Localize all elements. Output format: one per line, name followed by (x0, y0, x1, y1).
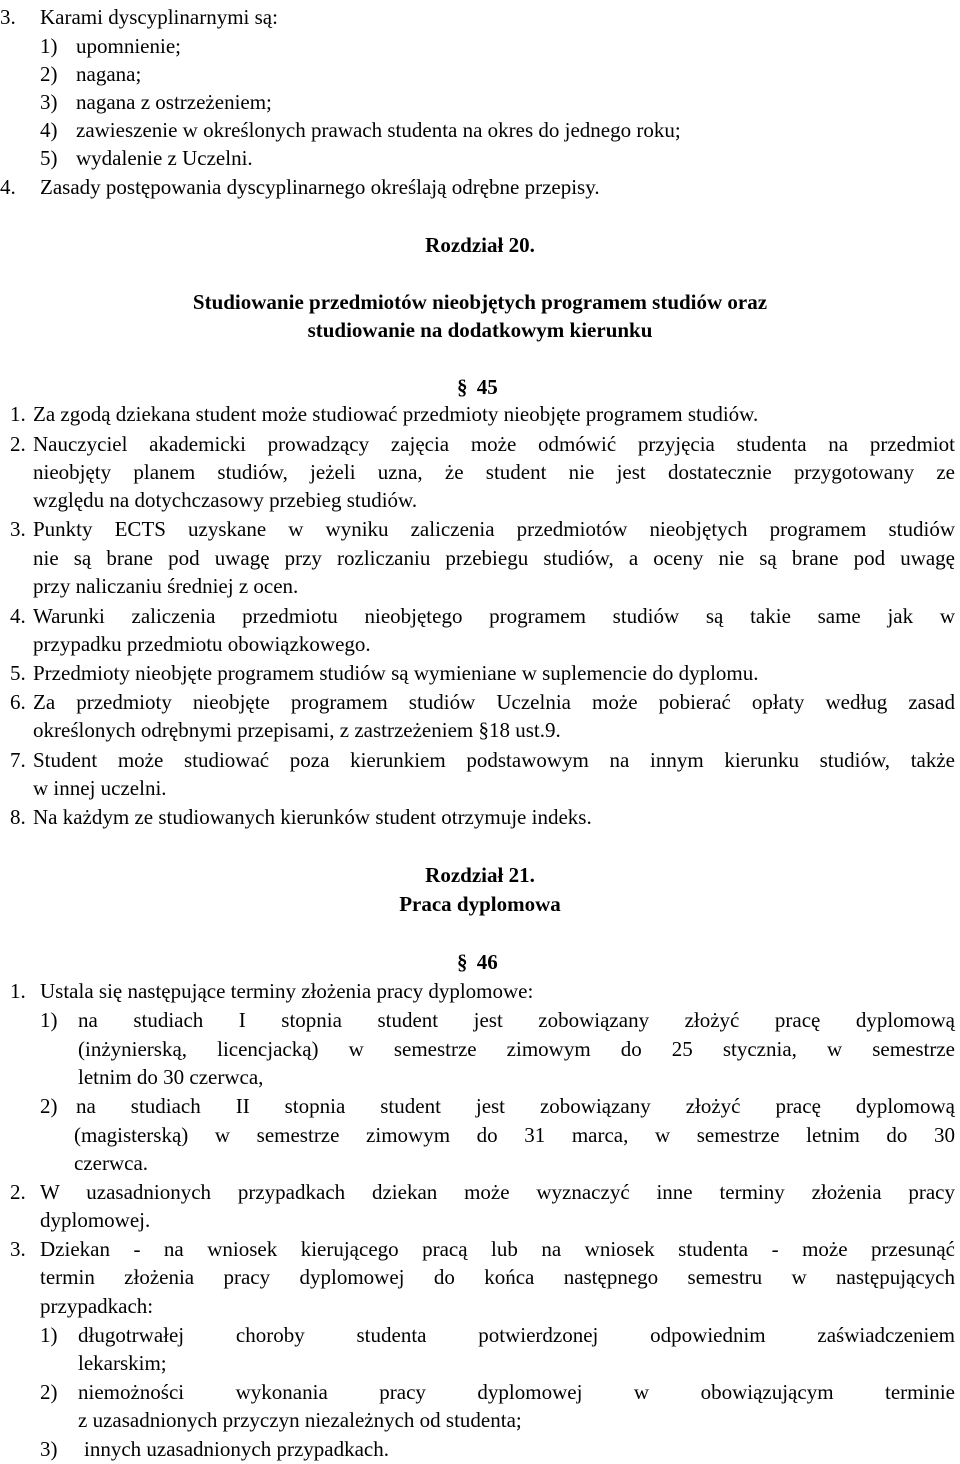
item-text: Dziekan - na wniosek kierującego pracą lub na wniosek studenta - może przesunąć (40, 1237, 955, 1261)
chapter-subtitle: studiowanie na dodatkowym kierunku (307, 318, 653, 342)
item-number: 2. (10, 432, 26, 456)
item-text: określonych odrębnymi przepisami, z zastrzeżeniem §18 ust.9. (33, 718, 561, 742)
chapter-title: Rozdział 21. (425, 863, 535, 887)
list-item-number: 1) (40, 34, 58, 58)
subitem-text: niemożności wykonania pracy dyplomowej w obowiązującym terminie (78, 1380, 955, 1404)
subitem-number: 2) (40, 1380, 58, 1404)
section-sign: § (457, 375, 468, 399)
subitem-text: na studiach I stopnia student jest zobowiązany złożyć pracę dyplomową (78, 1008, 955, 1032)
item-text: Punkty ECTS uzyskane w wyniku zaliczenia przedmiotów nieobjętych programem studiów (33, 517, 955, 541)
list-item: nagana z ostrzeżeniem; (76, 90, 272, 114)
item-text: Student może studiować poza kierunkiem podstawowym na innym kierunku studiów, także (33, 748, 955, 772)
paragraph-number: 46 (476, 950, 498, 974)
paragraph-heading (457, 375, 498, 399)
chapter-subtitle: Praca dyplomowa (399, 892, 561, 916)
item-number: 7. (10, 748, 26, 772)
list-item: zawieszenie w określonych prawach studenta na okres do jednego roku; (76, 118, 681, 142)
item-text: Za przedmioty nieobjęte programem studiów Uczelnia może pobierać opłaty według zasad (33, 690, 955, 714)
subitem-text: letnim do 30 czerwca, (78, 1065, 264, 1089)
list-item: wydalenie z Uczelni. (76, 146, 253, 170)
item-text: Nauczyciel akademicki prowadzący zajęcia może odmówić przyjęcia studenta na przedmiot (33, 432, 955, 456)
item-number: 1. (10, 979, 26, 1003)
chapter-title: Rozdział 20. (425, 233, 535, 257)
section-sign: § (457, 950, 468, 974)
item-text: termin złożenia pracy dyplomowej do końca następnego semestru w następujących (40, 1265, 955, 1289)
item-text: Warunki zaliczenia przedmiotu nieobjętego programem studiów są takie same jak w (33, 604, 955, 628)
item-text: Przedmioty nieobjęte programem studiów są wymieniane w suplemencie do dyplomu. (33, 661, 759, 685)
item-text: nieobjęty planem studiów, jeżeli uzna, że student nie jest dostatecznie przygotowany ze (33, 460, 955, 484)
item-number: 3. (10, 517, 26, 541)
item-text: nie są brane pod uwagę przy rozliczaniu przebiegu studiów, a oceny nie są brane pod uwagę (33, 546, 955, 570)
item-text: przypadkach: (40, 1294, 154, 1318)
subitem-text: innych uzasadnionych przypadkach. (84, 1437, 389, 1461)
item-number: 8. (10, 805, 26, 829)
item-text: względu na dotychczasowy przebieg studiów. (33, 488, 418, 512)
item-number: 1. (10, 402, 26, 426)
subitem-text: (inżynierską, licencjacką) w semestrze zimowym do 25 stycznia, w semestrze (78, 1037, 955, 1061)
list-item: upomnienie; (76, 34, 181, 58)
item-number: 6. (10, 690, 26, 714)
section-number: 4. (0, 175, 16, 199)
paragraph-number: 45 (476, 375, 498, 399)
item-text: Ustala się następujące terminy złożenia pracy dyplomowe: (40, 979, 534, 1003)
item-text: Za zgodą dziekana student może studiować przedmioty nieobjęte programem studiów. (33, 402, 759, 426)
list-item-number: 4) (40, 118, 58, 142)
item-number: 4. (10, 604, 26, 628)
subitem-text: długotrwałej choroby studenta potwierdzonej odpowiednim zaświadczeniem (78, 1323, 955, 1347)
subitem-number: 3) (40, 1437, 58, 1461)
item-text: przy naliczaniu średniej z ocen. (33, 574, 299, 598)
item-number: 3. (10, 1237, 26, 1261)
subitem-text: z uzasadnionych przyczyn niezależnych od studenta; (78, 1408, 522, 1432)
section-number: 3. (0, 5, 16, 29)
subitem-text: lekarskim; (78, 1351, 167, 1375)
list-item-number: 2) (40, 62, 58, 86)
list-item: nagana; (76, 62, 142, 86)
list-item-number: 3) (40, 90, 58, 114)
subitem-number: 2) (40, 1094, 58, 1118)
subitem-text: czerwca. (74, 1151, 149, 1175)
item-text: przypadku przedmiotu obowiązkowego. (33, 632, 371, 656)
item-text: W uzasadnionych przypadkach dziekan może wyznaczyć inne terminy złożenia pracy (40, 1180, 955, 1204)
item-text: Na każdym ze studiowanych kierunków student otrzymuje indeks. (33, 805, 592, 829)
subitem-text: na studiach II stopnia student jest zobowiązany złożyć pracę dyplomową (76, 1094, 955, 1118)
section-text: Karami dyscyplinarnymi są: (40, 5, 278, 29)
item-number: 2. (10, 1180, 26, 1204)
subitem-text: (magisterską) w semestrze zimowym do 31 marca, w semestrze letnim do 30 (74, 1123, 955, 1147)
subitem-number: 1) (40, 1008, 58, 1032)
section-text: Zasady postępowania dyscyplinarnego określają odrębne przepisy. (40, 175, 600, 199)
item-number: 5. (10, 661, 26, 685)
item-text: w innej uczelni. (33, 776, 167, 800)
list-item-number: 5) (40, 146, 58, 170)
item-text: dyplomowej. (40, 1208, 151, 1232)
chapter-subtitle: Studiowanie przedmiotów nieobjętych programem studiów oraz (192, 290, 768, 314)
paragraph-heading (457, 950, 498, 974)
subitem-number: 1) (40, 1323, 58, 1347)
